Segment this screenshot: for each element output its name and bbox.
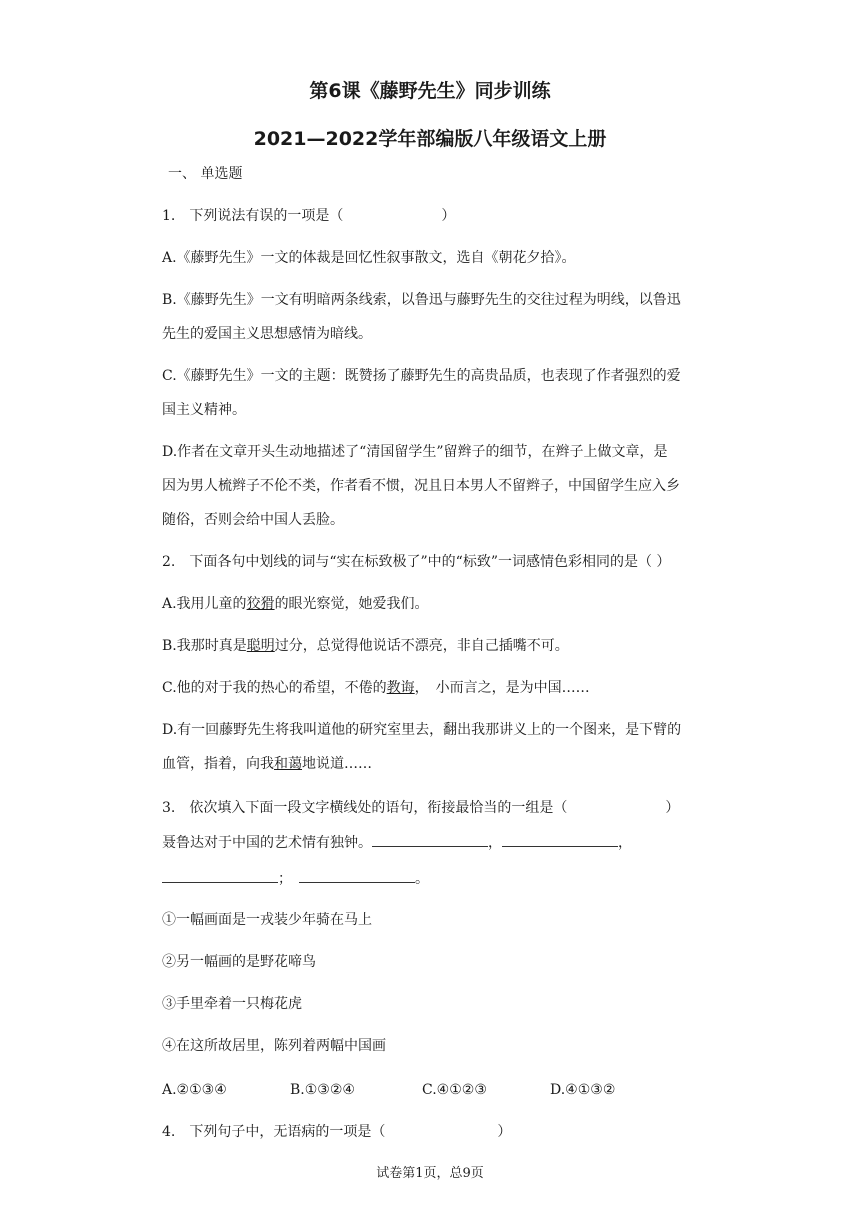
q3-option-b: B.①③②④ [290,1082,355,1098]
q2-b-post: 过分，总觉得他说话不漂亮，非自己插嘴不可。 [274,638,569,654]
q3-blank-2 [502,832,618,847]
q3-stem: 3. 依次填入下面一段文字横线处的语句，衔接最恰当的一组是（ ） [162,800,680,816]
q3-passage-line1 [162,832,632,853]
q3-comma-2: ， [618,835,632,851]
q2-b-pre: B.我那时真是 [162,638,247,654]
q3-blank-3 [162,868,278,883]
q1-option-d-line1: D.作者在文章开头生动地描述了“清国留学生”留辫子的细节，在辫子上做文章，是 [162,444,668,460]
q2-option-d-line2 [162,754,372,774]
page-footer: 试卷第1页，总9页 [376,1166,484,1181]
q2-c-pre: C.他的对于我的热心的希望，不倦的 [162,680,387,696]
q3-option-d: D.④①③② [550,1082,616,1098]
q3-passage-line2 [162,868,429,889]
q2-c-underlined: 教诲 [386,680,415,696]
page-title: 第6课《藤野先生》同步训练 [309,80,551,102]
q3-sentence-3: ③手里牵着一只梅花虎 [162,996,302,1012]
page-subtitle: 2021—2022学年部编版八年级语文上册 [253,128,607,150]
q3-sentence-2: ②另一幅画的是野花啼鸟 [162,954,316,970]
q3-sentence-4: ④在这所故居里，陈列着两幅中国画 [162,1038,386,1054]
section-heading: 一、 单选题 [168,166,243,182]
q3-options [162,1080,615,1100]
q2-option-d-line1: D.有一回藤野先生将我叫道他的研究室里去，翻出我那讲义上的一个图来，是下臂的 [162,722,682,738]
q3-semicolon: ； [278,871,285,887]
q3-option-c: C.④①②③ [422,1082,487,1098]
q1-option-b-line2: 先生的爱国主义思想感情为暗线。 [162,326,372,342]
q4-stem: 4. 下列句子中，无语病的一项是（ ） [162,1124,512,1140]
q2-d-pre: 血管，指着，向我 [162,756,274,772]
q3-sentence-1: ①一幅画面是一戎装少年骑在马上 [162,912,372,928]
q1-option-c-line2: 国主义精神。 [162,402,246,418]
q1-option-c-line1: C.《藤野先生》一文的主题：既赞扬了藤野先生的高贵品质，也表现了作者强烈的爱 [162,368,681,384]
q1-option-d-line3: 随俗，否则会给中国人丢脸。 [162,512,344,528]
q3-option-a: A.②①③④ [162,1082,227,1098]
q1-option-b-line1: B.《藤野先生》一文有明暗两条线索，以鲁迅与藤野先生的交往过程为明线，以鲁迅 [162,292,681,308]
q3-blank-4 [299,868,415,883]
q2-a-post: 的眼光察觉，她爱我们。 [274,596,429,612]
q2-option-c [162,678,590,698]
q2-option-b [162,636,569,656]
q1-option-d-line2: 因为男人梳辫子不伦不类，作者看不惯，况且日本男人不留辫子，中国留学生应入乡 [162,478,680,494]
q1-stem: 1. 下列说法有误的一项是（ ） [162,208,456,224]
q1-option-a: A.《藤野先生》一文的体裁是回忆性叙事散文，选自《朝花夕拾》。 [162,250,576,266]
q2-a-underlined: 狡猾 [246,596,275,612]
q3-period: 。 [415,871,429,887]
q3-comma-1: ， [488,835,502,851]
q2-option-a [162,594,429,614]
q3-blank-1 [372,832,488,847]
q2-d-underlined: 和蔼 [274,756,302,772]
q2-c-post: ， 小而言之，是为中国…… [414,680,590,696]
q3-passage-text: 聂鲁达对于中国的艺术情有独钟。 [162,835,372,851]
q2-b-underlined: 聪明 [246,638,275,654]
q2-d-post: 地说道…… [302,756,372,772]
q2-stem: 2. 下面各句中划线的词与“实在标致极了”中的“标致”一词感情色彩相同的是（ ） [162,554,671,570]
q2-a-pre: A.我用儿童的 [162,596,247,612]
